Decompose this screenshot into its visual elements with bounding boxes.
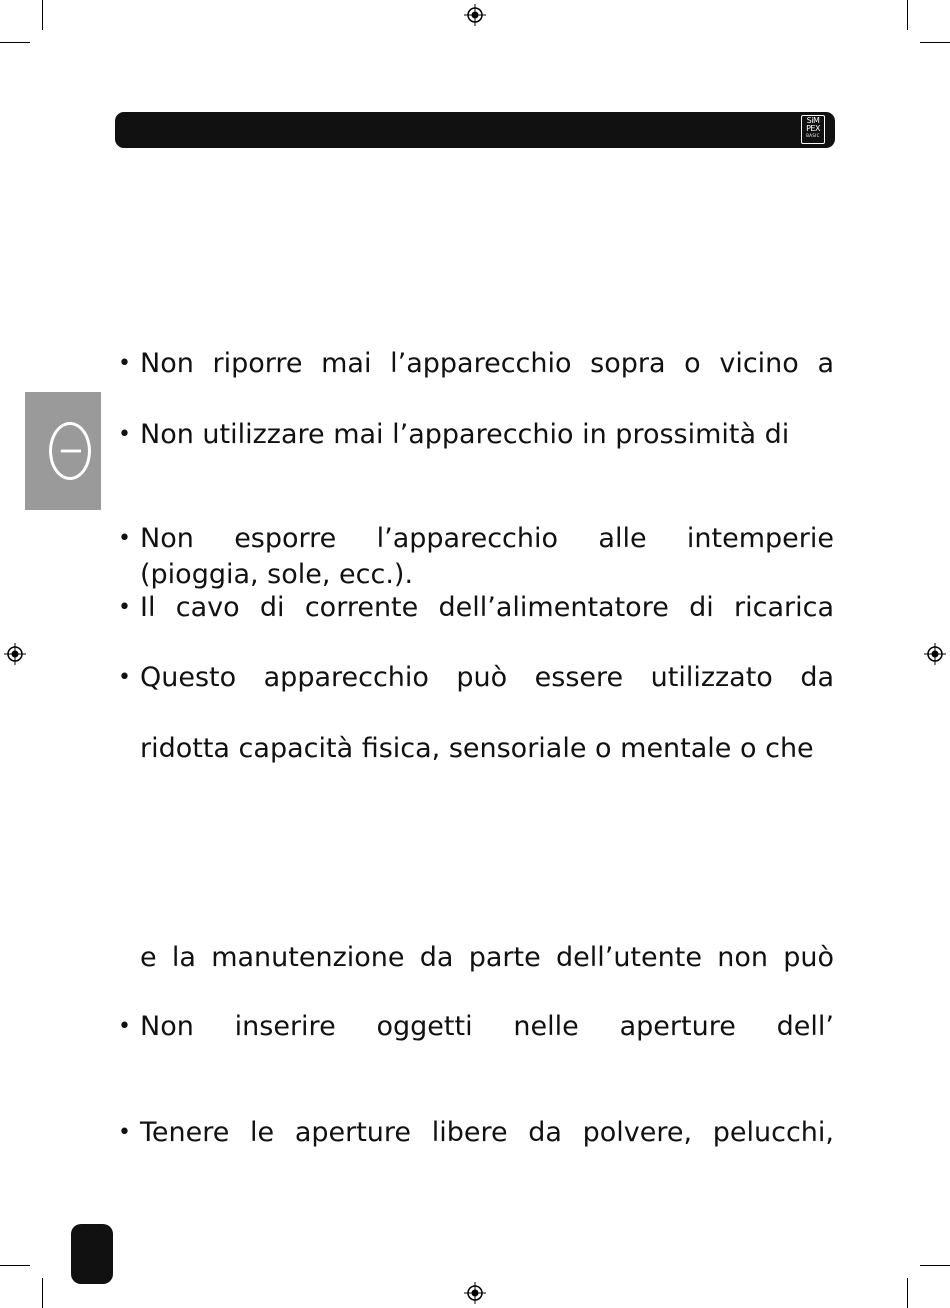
bullet: •: [118, 351, 131, 376]
page-number-tab: [71, 1224, 113, 1284]
bullet: •: [118, 1014, 131, 1039]
language-badge: [49, 422, 91, 480]
crop-mark: [907, 0, 908, 30]
language-tab: [25, 392, 101, 510]
crop-mark: [42, 0, 43, 30]
text-line: ridotta capacità fisica, sensoriale o mentale o che: [140, 733, 814, 764]
text-line: Il cavo di corrente dell’alimentatore di ricarica: [140, 592, 834, 623]
bullet: •: [118, 422, 131, 447]
registration-mark-icon: [464, 1282, 486, 1304]
crop-mark: [42, 1278, 43, 1308]
text-line: e la manutenzione da parte dell’utente non può: [140, 942, 834, 973]
crop-mark: [920, 42, 950, 43]
simpex-logo: [801, 115, 825, 144]
logo-text: PEX: [806, 124, 820, 133]
text-line: Non utilizzare mai l’apparecchio in prossimità di: [140, 419, 790, 450]
language-code: I: [54, 446, 87, 456]
crop-mark: [907, 1278, 908, 1308]
logo-subtext: BASIC: [806, 133, 820, 138]
bullet: •: [118, 665, 131, 690]
registration-mark-icon: [4, 643, 26, 665]
text-line: (pioggia, sole, ecc.).: [140, 559, 414, 590]
logo-text: SiM: [806, 116, 820, 125]
registration-mark-icon: [464, 4, 486, 26]
registration-mark-icon: [924, 643, 946, 665]
text-line: Non riporre mai l’apparecchio sopra o vicino a: [140, 348, 834, 379]
text-line: Non inserire oggetti nelle aperture dell’: [140, 1011, 834, 1042]
bullet: •: [118, 1120, 131, 1145]
text-line: Non esporre l’apparecchio alle intemperie: [140, 523, 834, 554]
crop-mark: [920, 1265, 950, 1266]
crop-mark: [0, 1265, 30, 1266]
header-bar: [115, 112, 835, 148]
bullet: •: [118, 526, 131, 551]
crop-mark: [0, 42, 30, 43]
text-line: Questo apparecchio può essere utilizzato da: [140, 662, 834, 693]
text-line: Tenere le aperture libere da polvere, pelucchi,: [140, 1117, 834, 1148]
bullet: •: [118, 595, 131, 620]
